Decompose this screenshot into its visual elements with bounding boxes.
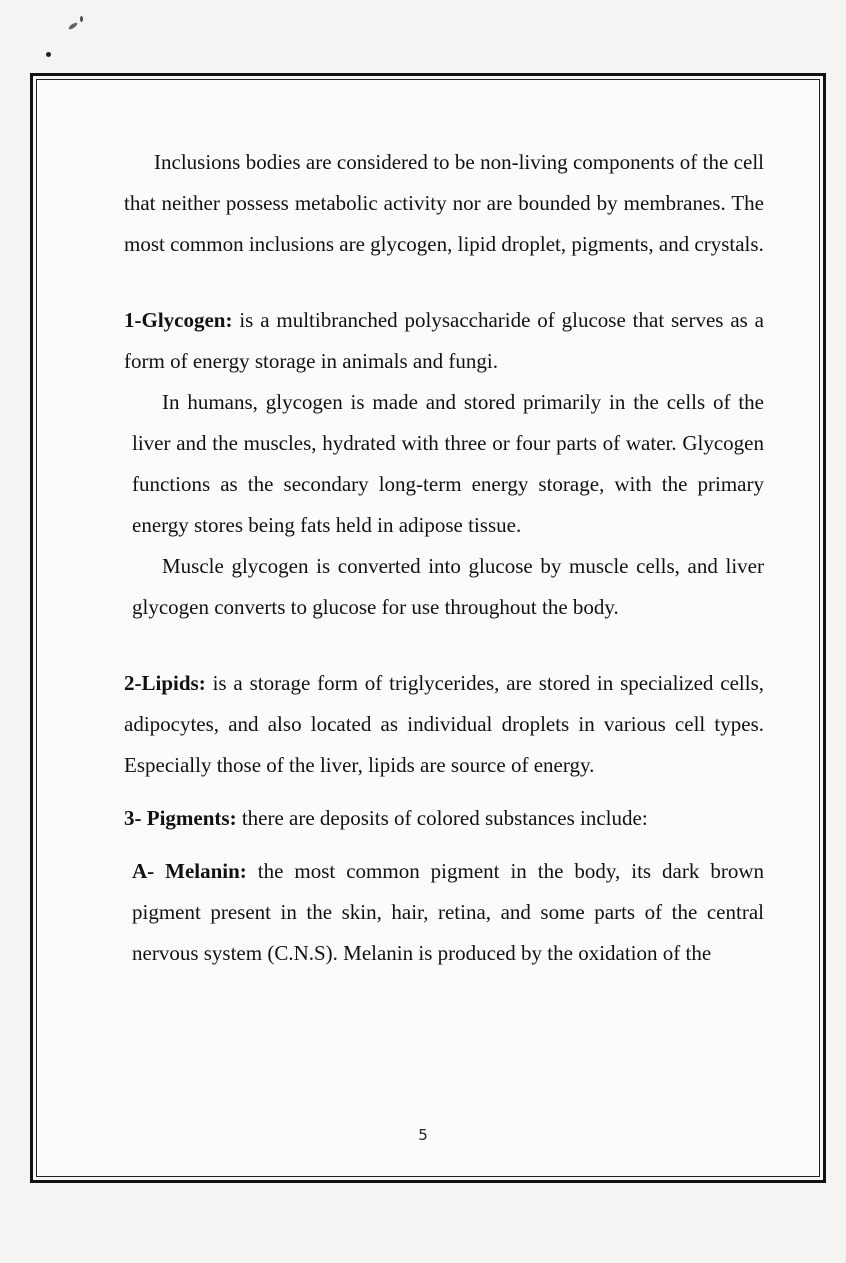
melanin-text: the most common pigment in the body, its dark brown pigment present in the skin, hair, retina, and some parts of the central nervous system (C.N.S). Melanin is produced by the oxidation of the bbox=[132, 859, 764, 965]
melanin-heading: A- Melanin: bbox=[132, 859, 247, 883]
page-number: 5 bbox=[418, 1126, 428, 1144]
scan-speck bbox=[46, 52, 51, 57]
scan-speck bbox=[80, 16, 83, 22]
intro-paragraph: Inclusions bodies are considered to be non-living components of the cell that neither possess metabolic activity nor are bounded by membranes. The most common inclusions are glycogen, lipid droplet, pigments, and crystals. bbox=[124, 150, 764, 256]
lipids-text: is a storage form of triglycerides, are stored in specialized cells, adipocytes, and also located as individual droplets in various cell types. Especially those of the liver, lipids are source of energy. bbox=[124, 671, 764, 777]
page-content bbox=[124, 142, 764, 974]
melanin-paragraph bbox=[124, 851, 764, 974]
glycogen-definition: is a multibranched polysaccharide of glucose that serves as a form of energy storage in animals and fungi. bbox=[124, 308, 764, 373]
glycogen-paragraph-1: In humans, glycogen is made and stored primarily in the cells of the liver and the muscles, hydrated with three or four parts of water. Glycogen functions as the secondary long-term energy storage, with the primary energy stores being fats held in adipose tissue. bbox=[132, 390, 764, 537]
glycogen-paragraph bbox=[124, 300, 764, 382]
scan-speck bbox=[68, 21, 78, 30]
pigments-text: there are deposits of colored substances include: bbox=[236, 806, 648, 830]
lipids-heading: 2-Lipids: bbox=[124, 671, 206, 695]
glycogen-paragraph-2: Muscle glycogen is converted into glucose by muscle cells, and liver glycogen converts to glucose for use throughout the body. bbox=[132, 554, 764, 619]
pigments-paragraph bbox=[124, 798, 764, 839]
glycogen-heading: 1-Glycogen: bbox=[124, 308, 233, 332]
pigments-heading: 3- Pigments: bbox=[124, 806, 237, 830]
lipids-paragraph bbox=[124, 663, 764, 786]
